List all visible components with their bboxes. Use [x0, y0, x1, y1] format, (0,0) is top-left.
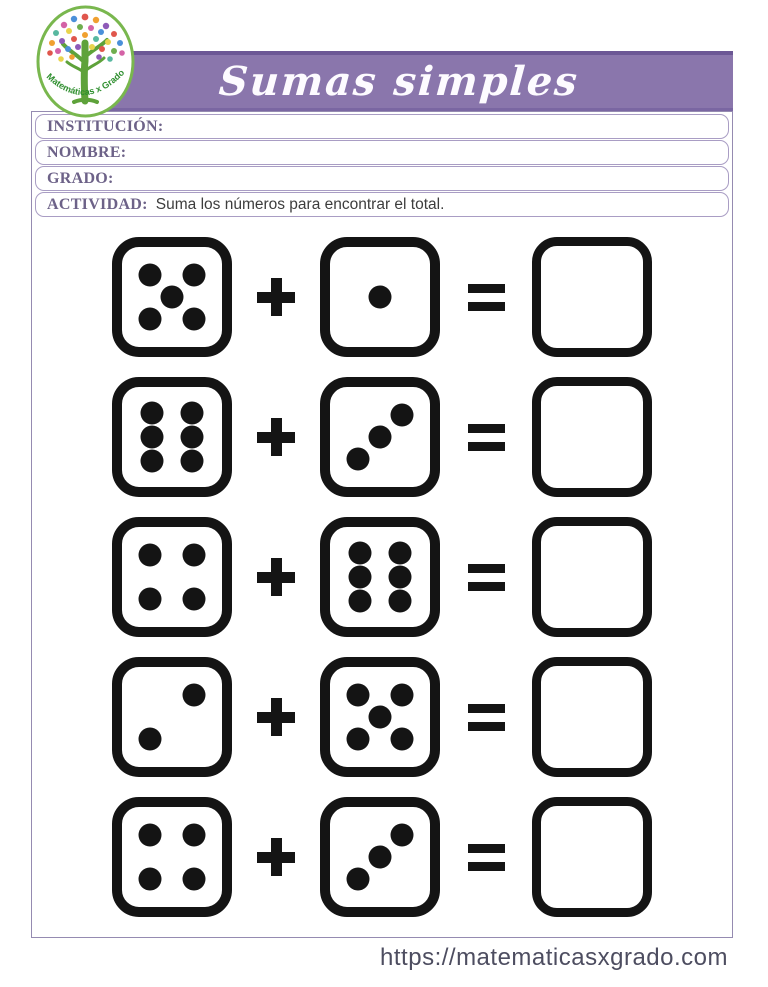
die-pip: [347, 868, 370, 891]
grade-field[interactable]: [35, 166, 729, 191]
worksheet-frame: [31, 111, 733, 938]
die-pip: [349, 566, 372, 589]
equals-icon: [468, 844, 505, 871]
die-pip: [139, 728, 162, 751]
die-right-row5: [320, 797, 440, 917]
die-pip: [139, 824, 162, 847]
die-pip: [161, 286, 184, 309]
institution-field[interactable]: [35, 114, 729, 139]
die-pip: [141, 402, 164, 425]
die-pip: [183, 544, 206, 567]
die-pip: [347, 684, 370, 707]
die-left-row4: [112, 657, 232, 777]
die-right-row4: [320, 657, 440, 777]
logo-text: Matemáticas x Grado: [44, 67, 127, 98]
die-pip: [183, 868, 206, 891]
plus-icon: [257, 278, 295, 316]
die-pip: [391, 824, 414, 847]
die-pip: [139, 308, 162, 331]
die-pip: [181, 426, 204, 449]
die-pip: [391, 404, 414, 427]
plus-icon: [257, 418, 295, 456]
die-pip: [141, 450, 164, 473]
logo-tree: [36, 5, 135, 118]
answer-box-row1[interactable]: [532, 237, 652, 357]
equals-icon: [468, 564, 505, 591]
die-left-row5: [112, 797, 232, 917]
header-banner: [64, 51, 733, 111]
die-pip: [181, 402, 204, 425]
answer-box-row4[interactable]: [532, 657, 652, 777]
die-right-row3: [320, 517, 440, 637]
plus-icon: [257, 558, 295, 596]
die-pip: [347, 448, 370, 471]
equals-icon: [468, 284, 505, 311]
die-pip: [347, 728, 370, 751]
die-pip: [389, 566, 412, 589]
die-pip: [349, 590, 372, 613]
die-pip: [139, 868, 162, 891]
name-field[interactable]: [35, 140, 729, 165]
activity-field: [35, 192, 729, 217]
die-pip: [391, 684, 414, 707]
die-pip: [183, 264, 206, 287]
plus-icon: [257, 698, 295, 736]
die-left-row2: [112, 377, 232, 497]
die-pip: [141, 426, 164, 449]
dice-grid: [32, 237, 732, 917]
footer-url[interactable]: https://matematicasxgrado.com: [380, 944, 728, 971]
logo: [36, 5, 135, 118]
grade-label: GRADO:: [47, 169, 114, 187]
activity-instructions: Suma los números para encontrar el total.: [155, 195, 445, 213]
die-pip: [369, 846, 392, 869]
equals-icon: [468, 424, 505, 451]
die-pip: [183, 308, 206, 331]
die-pip: [389, 590, 412, 613]
die-pip: [369, 286, 392, 309]
die-right-row2: [320, 377, 440, 497]
form-fields: [32, 112, 732, 217]
die-right-row1: [320, 237, 440, 357]
die-pip: [349, 542, 372, 565]
answer-box-row2[interactable]: [532, 377, 652, 497]
name-label: NOMBRE:: [47, 143, 127, 161]
die-pip: [139, 264, 162, 287]
die-pip: [181, 450, 204, 473]
die-pip: [139, 544, 162, 567]
die-pip: [389, 542, 412, 565]
die-pip: [183, 824, 206, 847]
page-title: Sumas simples: [216, 57, 581, 105]
die-pip: [369, 426, 392, 449]
die-pip: [183, 588, 206, 611]
plus-icon: [257, 838, 295, 876]
die-pip: [183, 684, 206, 707]
answer-box-row5[interactable]: [532, 797, 652, 917]
die-pip: [139, 588, 162, 611]
equals-icon: [468, 704, 505, 731]
die-pip: [391, 728, 414, 751]
die-left-row1: [112, 237, 232, 357]
institution-label: INSTITUCIÓN:: [47, 117, 164, 135]
answer-box-row3[interactable]: [532, 517, 652, 637]
die-pip: [369, 706, 392, 729]
activity-label: ACTIVIDAD:: [47, 195, 148, 213]
die-left-row3: [112, 517, 232, 637]
